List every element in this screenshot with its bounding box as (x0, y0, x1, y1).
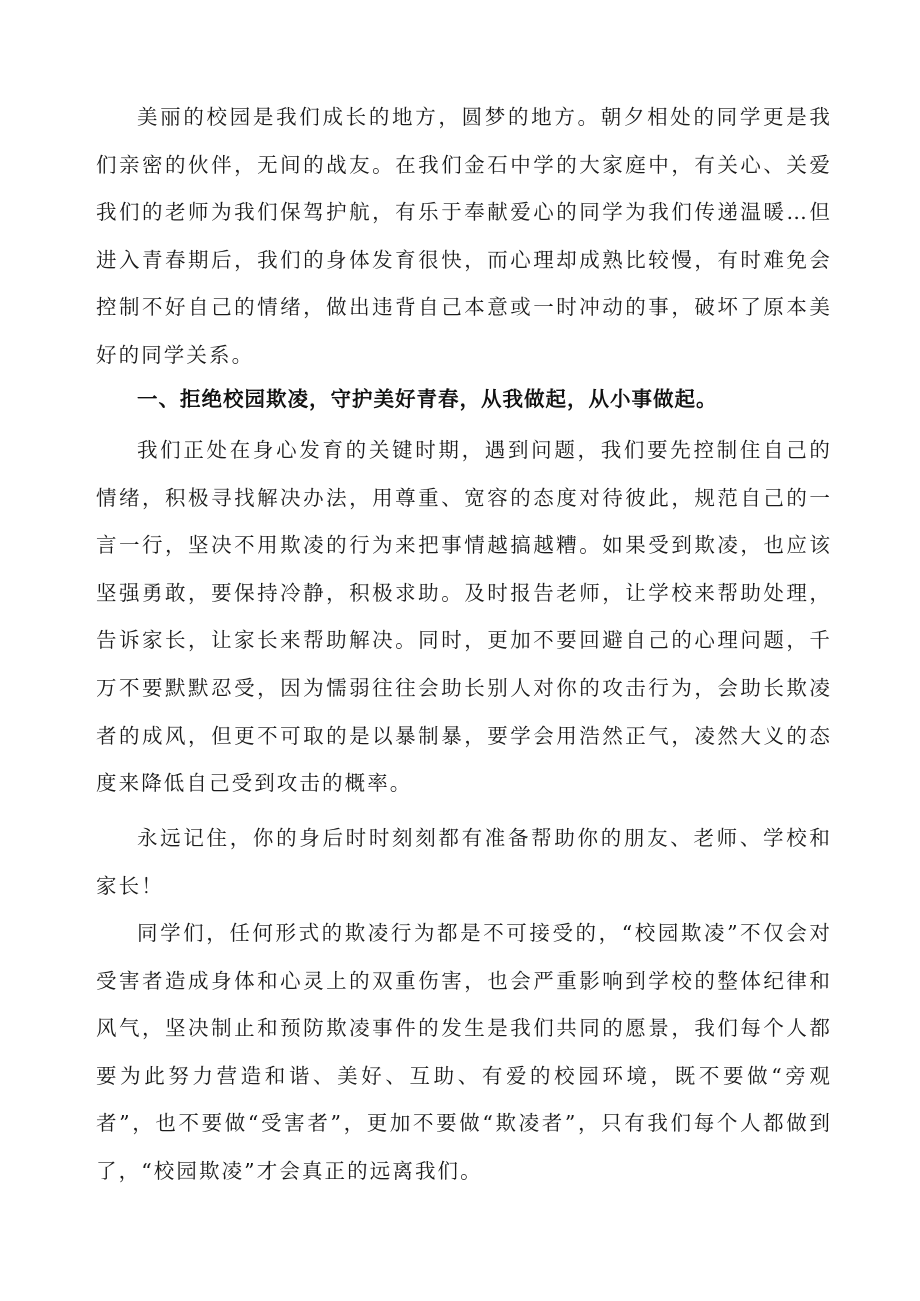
paragraph-reminder: 永远记住，你的身后时时刻刻都有准备帮助你的朋友、老师、学校和家长！ (96, 826, 832, 898)
paragraph-conclusion: 同学们，任何形式的欺凌行为都是不可接受的，“校园欺凌”不仅会对受害者造成身体和心灵上的双重伤害，也会严重影响到学校的整体纪律和风气，坚决制止和预防欺凌事件的发生是我们共同的愿景，我们每个人都要为此努力营造和谐、美好、互助、有爱的校园环境，既不要做“旁观者”，也不要做“受害者”，更加不要做“欺凌者”，只有我们每个人都做到了，“校园欺凌”才会真正的远离我们。 (96, 921, 832, 1183)
paragraph-advice: 我们正处在身心发育的关键时期，遇到问题，我们要先控制住自己的情绪，积极寻找解决办法，用尊重、宽容的态度对待彼此，规范自己的一言一行，坚决不用欺凌的行为来把事情越搞越糟。如果受到欺凌，也应该坚强勇敢，要保持冷静，积极求助。及时报告老师，让学校来帮助处理，告诉家长，让家长来帮助解决。同时，更加不要回避自己的心理问题，千万不要默默忍受，因为懦弱往往会助长别人对你的攻击行为，会助长欺凌者的成风，但更不可取的是以暴制暴，要学会用浩然正气，凌然大义的态度来降低自己受到攻击的概率。 (96, 438, 832, 796)
section-heading: 一、拒绝校园欺凌，守护美好青春，从我做起，从小事做起。 (137, 387, 718, 411)
paragraph-intro: 美丽的校园是我们成长的地方，圆梦的地方。朝夕相处的同学更是我们亲密的伙伴，无间的战友。在我们金石中学的大家庭中，有关心、关爱我们的老师为我们保驾护航，有乐于奉献爱心的同学为我们传递温暖…但进入青春期后，我们的身体发育很快，而心理却成熟比较慢，有时难免会控制不好自己的情绪，做出违背自己本意或一时冲动的事，破坏了原本美好的同学关系。 (96, 105, 832, 367)
